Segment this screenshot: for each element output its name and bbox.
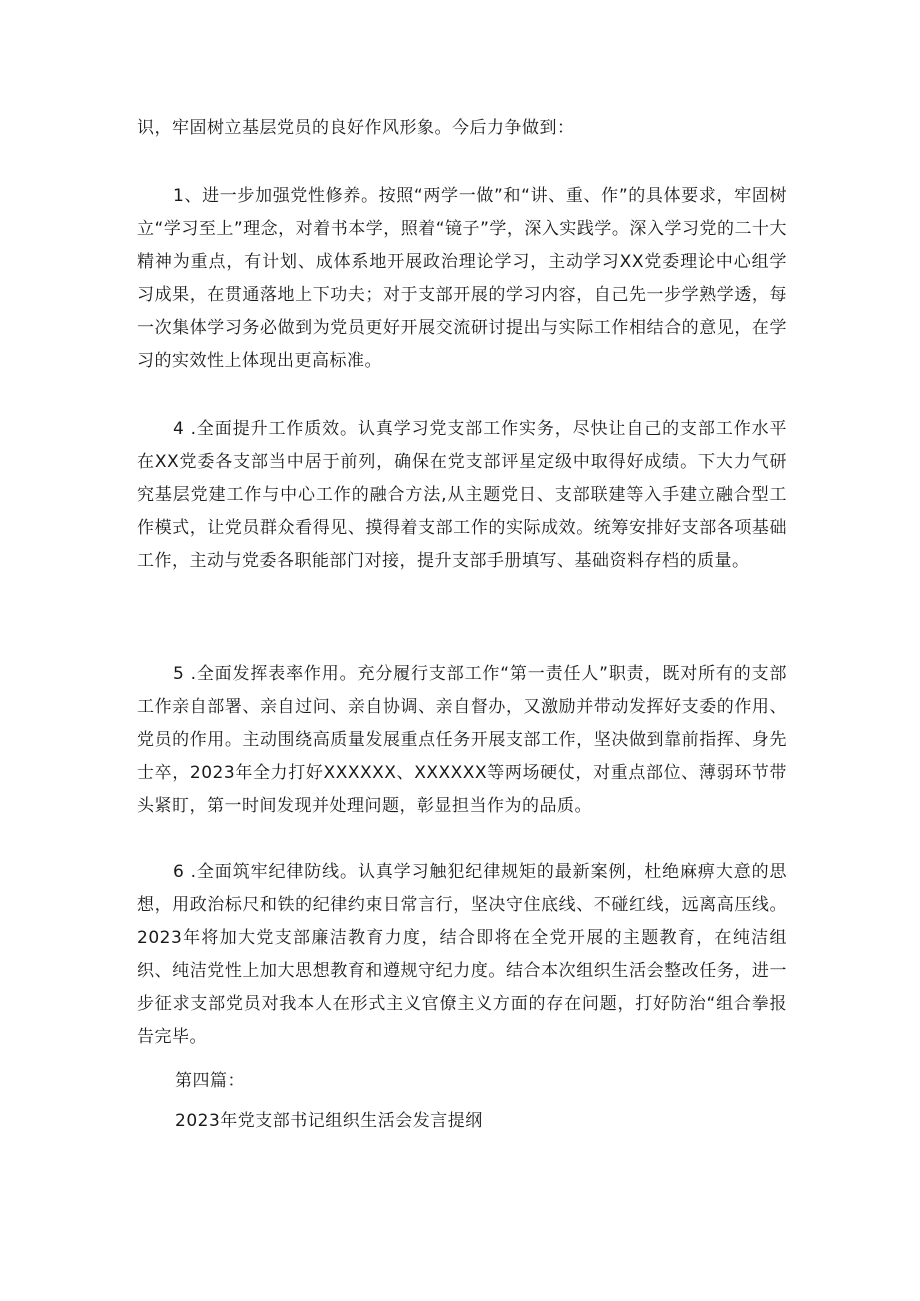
paragraph-item-1: 1、进一步加强党性修养。按照“两学一做”和“讲、重、作”的具体要求，牢固树立“学习至上”理念，对着书本学，照着“镜子”学，深入实践学。深入学习党的二十大精神为重点，有计划、成体系地开展政治理论学习，主动学习XX党委理论中心组学习成果，在贯通落地上下功夫；对于支部开展的学习内容，自己先一步学熟学透，每一次集体学习务必做到为党员更好开展交流研讨提出与实际工作相结合的意见，在学习的实效性上体现出更高标准。 (137, 186, 787, 371)
paragraph-item-4: 4 .全面提升工作质效。认真学习党支部工作实务，尽快让自己的支部工作水平在XX党委各支部当中居于前列，确保在党支部评星定级中取得好成绩。下大力气研究基层党建工作与中心工作的融合方法,从主题党日、支部联建等入手建立融合型工作模式，让党员群众看得见、摸得着支部工作的实际成效。统筹安排好支部各项基础工作，主动与党委各职能部门对接，提升支部手册填写、基础资料存档的质量。 (137, 419, 787, 571)
paragraph-item-5: 5 .全面发挥表率作用。充分履行支部工作“第一责任人”职责，既对所有的支部工作亲自部署、亲自过问、亲自协调、亲自督办，又激励并带动发挥好支委的作用、党员的作用。主动围绕高质量发展重点任务开展支部工作，坚决做到靠前指挥、身先士卒，2023年全力打好XXXXXX、XXXXXX等两场硬仗，对重点部位、薄弱环节带头紧盯，第一时间发现并处理问题，彰显担当作为的品质。 (137, 664, 787, 816)
section-title: 2023年党支部书记组织生活会发言提纲 (175, 1111, 483, 1131)
paragraph-item-6: 6 .全面筑牢纪律防线。认真学习触犯纪律规矩的最新案例，杜绝麻痹大意的思想，用政治标尺和铁的纪律约束日常言行，坚决守住底线、不碰红线，远离高压线。2023年将加大党支部廉洁教育力度，结合即将在全党开展的主题教育，在纯洁组织、纯洁党性上加大思想教育和遵规守纪力度。结合本次组织生活会整改任务，进一步征求支部党员对我本人在形式主义官僚主义方面的存在问题，打好防治“组合拳报告完毕。 (137, 862, 787, 1047)
paragraph-continuation: 识，牢固树立基层党员的良好作风形象。今后力争做到： (137, 118, 575, 138)
section-label: 第四篇： (175, 1071, 245, 1091)
